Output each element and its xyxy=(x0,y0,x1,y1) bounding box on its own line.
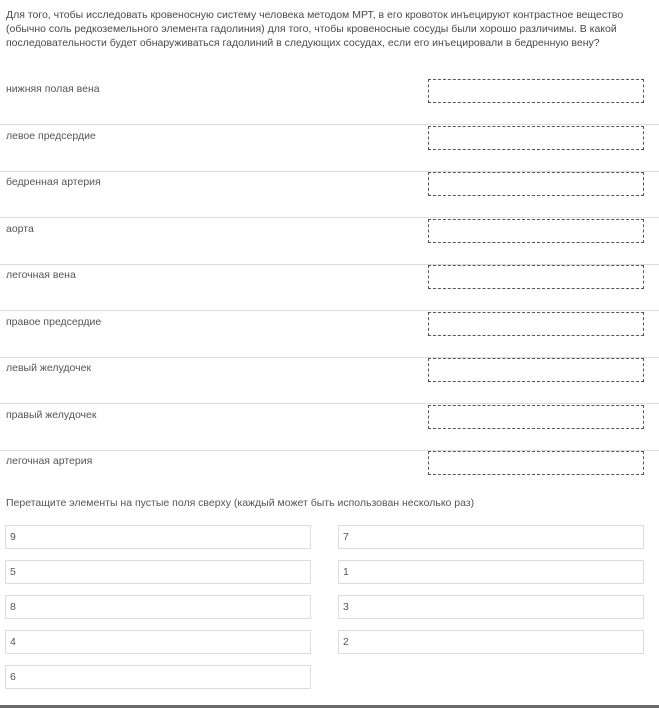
drop-zone[interactable] xyxy=(428,172,644,196)
drop-zone[interactable] xyxy=(428,312,644,336)
vessel-label: аорта xyxy=(6,223,34,235)
drag-item[interactable]: 2 xyxy=(338,630,644,654)
answer-row xyxy=(0,405,659,451)
vessel-label: правый желудочек xyxy=(6,409,97,421)
answer-row xyxy=(0,79,659,125)
vessel-label: правое предсердие xyxy=(6,316,102,328)
vessel-label: бедренная артерия xyxy=(6,176,101,188)
vessel-label: легочная артерия xyxy=(6,455,93,467)
answer-row xyxy=(0,265,659,311)
drag-item[interactable]: 4 xyxy=(5,630,311,654)
answer-row xyxy=(0,172,659,218)
vessel-label: левый желудочек xyxy=(6,362,92,374)
drop-zone[interactable] xyxy=(428,265,644,289)
drop-zone[interactable] xyxy=(428,126,644,150)
drag-item[interactable]: 5 xyxy=(5,560,311,584)
drop-zone[interactable] xyxy=(428,451,644,475)
drag-item[interactable]: 9 xyxy=(5,525,311,549)
drag-item[interactable]: 7 xyxy=(338,525,644,549)
answer-row xyxy=(0,358,659,404)
vessel-label: нижняя полая вена xyxy=(6,83,100,95)
drop-zone[interactable] xyxy=(428,79,644,103)
question-text: Для того, чтобы исследовать кровеносную систему человека методом МРТ, в его кровоток инъецируют контрастное вещество (обычно соль редкоземельного элемента гадолиния) для того, чтобы кровеносные сосуды были хорошо различимы. В какой последовательности будет обнаруживаться гадолиний в следующих сосудах, если его инъецировали в бедренную вену? xyxy=(6,9,624,49)
drag-instruction: Перетащите элементы на пустые поля сверху (каждый может быть использован несколько раз) xyxy=(6,497,475,509)
drop-zone[interactable] xyxy=(428,358,644,382)
answer-row xyxy=(0,451,659,497)
answer-row xyxy=(0,219,659,265)
drop-zone[interactable] xyxy=(428,405,644,429)
drop-zone[interactable] xyxy=(428,219,644,243)
drag-item[interactable]: 1 xyxy=(338,560,644,584)
vessel-label: левое предсердие xyxy=(6,130,96,142)
drag-item[interactable]: 3 xyxy=(338,595,644,619)
answer-row xyxy=(0,312,659,358)
drag-item[interactable]: 8 xyxy=(5,595,311,619)
drag-item[interactable]: 6 xyxy=(5,665,311,689)
answer-row xyxy=(0,126,659,172)
vessel-label: легочная вена xyxy=(6,269,76,281)
